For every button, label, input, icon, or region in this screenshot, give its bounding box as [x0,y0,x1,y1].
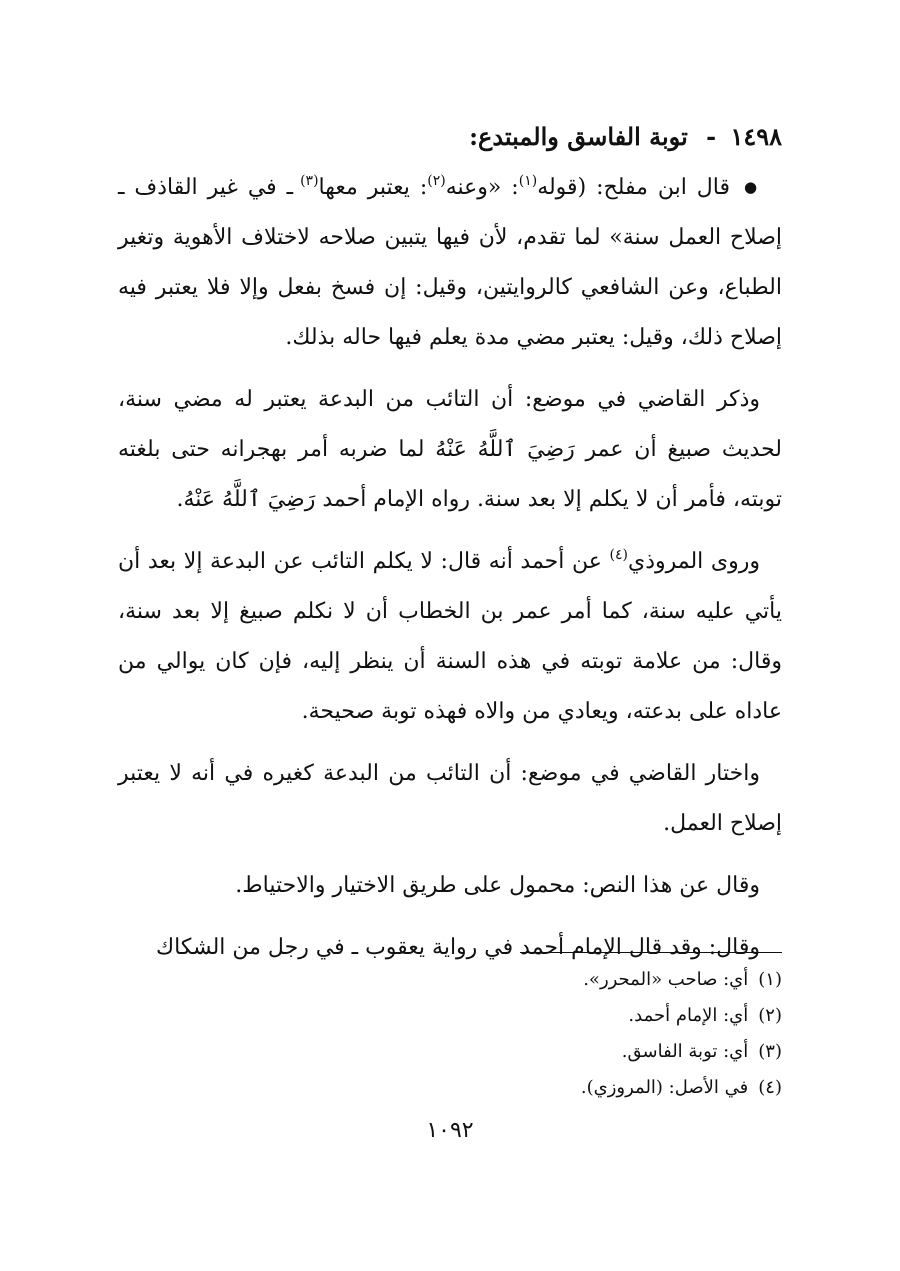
footnote-ref-2[interactable]: (٢) [427,173,446,189]
footnote-3-text: أي: توبة الفاسق. [621,1041,749,1062]
body-text [118,162,782,985]
footnote-4 [118,1070,782,1106]
paragraph-6: وقال: وقد قال الإمام أحمد في رواية يعقوب ـ في رجل من الشكاك [155,935,760,960]
footnote-1 [118,962,782,998]
section-title: توبة الفاسق والمبتدع: [469,122,688,151]
footnote-ref-3[interactable]: (٣) [300,173,319,189]
paragraph-3-part-2: عن أحمد أنه قال: لا يكلم التائب عن البدعة إلا بعد أن يأتي عليه سنة، كما أمر عمر بن الخطاب أن لا نكلم صبيغ إلا بعد سنة، وقال: من علامة توبته في هذه السنة أن ينظر إليه، فإن كان يوالي من عاداه على بدعته، ويعادي من والاه فهذه توبة صحيحة. [118,549,782,724]
footnote-ref-4[interactable]: (٤) [609,547,628,563]
paragraph-1-part-4: ـ في غير القاذف ـ إصلاح العمل سنة» لما تقدم، لأن فيها يتبين صلاحه لاختلاف الأهوية وتغير الطباع، وعن الشافعي كالروايتين، وقيل: إن فسخ بفعل وإلا فلا يعتبر فيه إصلاح ذلك، وقيل: يعتبر مضي مدة يعلم فيها حاله بذلك. [118,175,782,350]
footnote-3-number: (٣) [758,1041,782,1062]
section-number: ١٤٩٨ [730,122,782,151]
footnote-1-number: (١) [758,969,782,990]
section-heading [469,112,782,162]
paragraph-5: وقال عن هذا النص: محمول على طريق الاختيار والاحتياط. [235,873,760,898]
paragraph-3-part-1: وروى المروذي [627,549,760,574]
paragraph-4: واختار القاضي في موضع: أن التائب من البدعة كغيره في أنه لا يعتبر إصلاح العمل. [118,761,782,836]
paragraph-1-part-1: قال ابن مفلح: (قوله [537,175,730,200]
page-number: ١٠٩٢ [426,1118,474,1143]
footnotes [118,962,782,1106]
footnote-ref-1[interactable]: (١) [518,173,538,189]
paragraph-1-part-3: : يعتبر معها [318,175,428,200]
footnote-1-text: أي: صاحب «المحرر». [583,969,749,990]
footnote-divider [520,952,782,953]
paragraph-1 [118,162,782,363]
footnote-4-text: في الأصل: (المروزي). [580,1077,749,1098]
footnote-3 [118,1034,782,1070]
footnote-2 [118,998,782,1034]
bullet-icon: ● [743,178,760,196]
paragraph-3 [118,537,782,737]
footnote-4-number: (٤) [758,1077,782,1098]
paragraph-1-part-2: : «وعنه [445,175,519,200]
footnote-2-text: أي: الإمام أحمد. [628,1005,749,1026]
paragraph-2: وذكر القاضي في موضع: أن التائب من البدعة يعتبر له مضي سنة، لحديث صبيغ أن عمر رَضِيَ ٱللَّهُ عَنْهُ لما ضربه أمر بهجرانه حتى بلغته توبته، فأمر أن لا يكلم إلا بعد سنة. رواه الإمام أحمد رَضِيَ ٱللَّهُ عَنْهُ. [118,387,782,512]
section-dash: - [706,122,717,151]
footnote-2-number: (٢) [758,1005,782,1026]
